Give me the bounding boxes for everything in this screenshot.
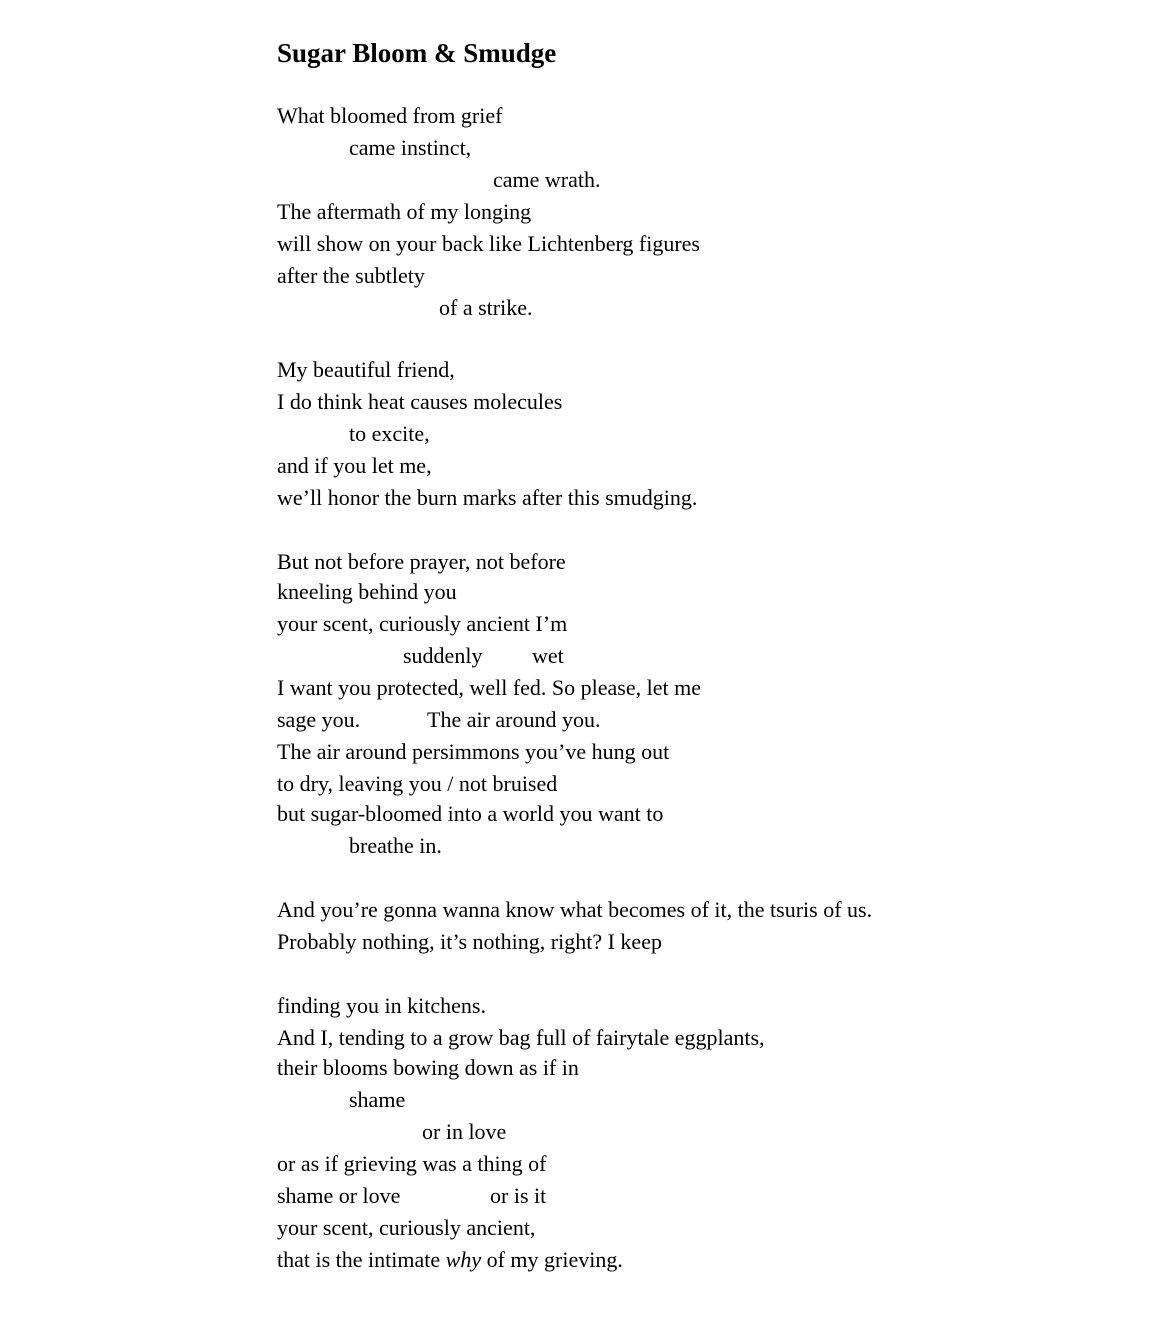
poem-line: their blooms bowing down as if in: [277, 1055, 579, 1080]
poem-line: The air around persimmons you’ve hung out: [277, 739, 670, 764]
poem-line-segment: suddenly: [403, 643, 483, 668]
poem-line-segment: or is it: [490, 1183, 547, 1208]
poem-line: and if you let me,: [277, 453, 432, 478]
poem-line: to dry, leaving you / not bruised: [277, 771, 558, 796]
poem-line: finding you in kitchens.: [277, 993, 486, 1018]
poem-line: your scent, curiously ancient I’m: [277, 611, 568, 636]
poem-line-segment: shame or love: [277, 1183, 401, 1208]
poem-line: My beautiful friend,: [277, 357, 455, 382]
poem-line: And I, tending to a grow bag full of fairytale eggplants,: [277, 1025, 765, 1050]
poem-line: came instinct,: [349, 135, 472, 160]
poem-line: we’ll honor the burn marks after this smudging.: [277, 485, 698, 510]
poem-line: after the subtlety: [277, 263, 425, 288]
poem-line: kneeling behind you: [277, 579, 457, 604]
poem-line: your scent, curiously ancient,: [277, 1215, 536, 1240]
poem-line: I do think heat causes molecules: [277, 389, 563, 414]
poem-line: breathe in.: [349, 833, 442, 858]
poem-line-segment: The air around you.: [427, 707, 601, 732]
poem-line-segment: that is the intimate: [277, 1247, 446, 1272]
poem-line: The aftermath of my longing: [277, 199, 532, 224]
poem-line: or as if grieving was a thing of: [277, 1151, 547, 1176]
poem-line: And you’re gonna wanna know what becomes of it, the tsuris of us.: [277, 897, 873, 922]
poem-line: I want you protected, well fed. So please, let me: [277, 675, 701, 700]
poem-line: shame: [349, 1087, 406, 1112]
poem-line: but sugar-bloomed into a world you want to: [277, 801, 664, 826]
poem-line: came wrath.: [493, 167, 601, 192]
poem-line: But not before prayer, not before: [277, 549, 566, 574]
poem-line: of a strike.: [439, 295, 533, 320]
poem-line: What bloomed from grief: [277, 103, 503, 128]
poem-line-segment: wet: [532, 643, 564, 668]
poem-line: will show on your back like Lichtenberg figures: [277, 231, 700, 256]
poem-line-segment: sage you.: [277, 707, 361, 732]
poem-line: Probably nothing, it’s nothing, right? I keep: [277, 929, 662, 954]
poem-line: [277, 1246, 623, 1274]
emphasized-word: why: [445, 1247, 482, 1272]
poem-title: Sugar Bloom & Smudge: [277, 38, 557, 68]
poem-line: or in love: [422, 1119, 507, 1144]
poem-line: to excite,: [349, 421, 430, 446]
poem-line-segment: of my grieving.: [481, 1247, 623, 1272]
